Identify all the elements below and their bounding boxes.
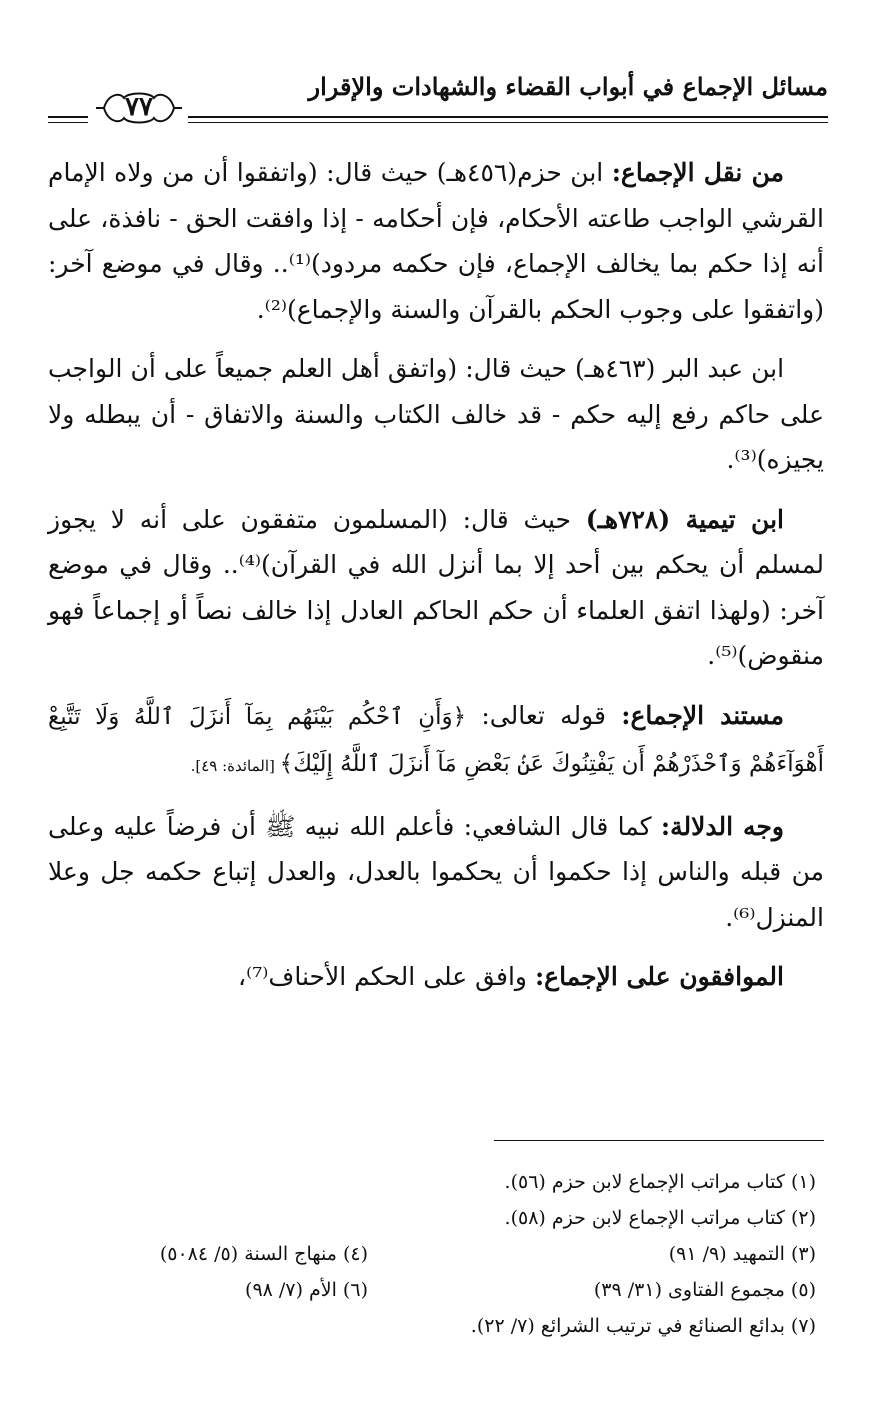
quran-verse: ﴿وَأَنِ ٱحْكُم بَيْنَهُم بِمَآ أَنزَلَ ٱللَّهُ وَلَا تَتَّبِعْ أَهْوَآءَهُمْ وَٱحْذَرْهُمْ أَن يَفْتِنُوكَ عَنۢ بَعْضِ مَآ أَنزَلَ ٱللَّهُ إِلَيْكَ﴾ xyxy=(48,703,824,777)
footnote-3: (٣) التمهيد (٩/ ٩١) xyxy=(668,1243,816,1265)
footnote-6: (٦) الأم (٧/ ٩٨) xyxy=(245,1279,368,1301)
surah-reference: [المائدة: ٤٩]. xyxy=(190,757,280,775)
page-number-ornament xyxy=(94,88,184,128)
footnote-5: (٥) مجموع الفتاوى (٣١/ ٣٩) xyxy=(593,1279,816,1301)
page-header xyxy=(48,70,828,132)
paragraph-text: وافق على الحكم الأحناف⁽⁷⁾، xyxy=(238,962,535,991)
paragraph-consensus-transmitters xyxy=(48,150,824,332)
paragraph-text: ابن عبد البر (٤٦٣هـ) حيث قال: (واتفق أهل العلم جميعاً على أن الواجب على حاكم رفع إليه حكم - قد خالف الكتاب والسنة والاتفاق - أن يبطله ولا يجيزه)⁽³⁾. xyxy=(48,354,824,474)
footnote-1: (١) كتاب مراتب الإجماع لابن حزم (٥٦). xyxy=(504,1171,816,1193)
paragraph-lead: وجه الدلالة: xyxy=(660,811,784,841)
footnotes-column-right xyxy=(376,1164,816,1344)
paragraph-ibn-abd-al-barr xyxy=(48,346,824,483)
footnote-separator xyxy=(494,1140,824,1141)
paragraph-indication xyxy=(48,804,824,941)
header-rule xyxy=(188,116,828,118)
paragraph-ibn-taymiyyah xyxy=(48,497,824,679)
paragraph-text: حيث قال: (المسلمون متفقون على أنه لا يجوز لمسلم أن يحكم بين أحد إلا بما أنزل الله في القرآن)⁽⁴⁾.. وقال في موضع آخر: (ولهذا اتفق العلماء أن حكم الحاكم العادل إذا خالف نصاً أو إجماعاً فهو منقوض)⁽⁵⁾. xyxy=(48,504,825,670)
page-number: ٧٧ xyxy=(125,92,153,122)
header-rule-left xyxy=(48,116,88,118)
paragraph-lead: مستند الإجماع: xyxy=(621,700,785,730)
paragraph-text: قوله تعالى: xyxy=(466,700,622,730)
header-rule-thin xyxy=(188,122,828,123)
paragraph-text: ابن حزم(٤٥٦هـ) حيث قال: (واتفقوا أن من ولاه الإمام القرشي الواجب طاعته الأحكام، فإن أحكامه - إذا وافقت الحق - نافذة، على أنه إذا حكم بما يخالف الإجماع، فإن حكمه مردود)⁽¹⁾.. وقال في موضع آخر: (واتفقوا على وجوب الحكم بالقرآن والسنة والإجماع)⁽²⁾. xyxy=(48,158,825,324)
paragraph-lead: ابن تيمية (٧٢٨هـ) xyxy=(585,504,784,534)
paragraph-lead: الموافقون على الإجماع: xyxy=(534,962,784,991)
main-text xyxy=(48,150,824,1014)
footnote-4: (٤) منهاج السنة (٥/ ٥٠٨٤) xyxy=(159,1243,368,1265)
paragraph-text: كما قال الشافعي: فأعلم الله نبيه ﷺ أن فرضاً عليه وعلى من قبله والناس إذا حكموا أن يحكموا بالعدل، والعدل إتباع حكمه جل وعلا المنزل⁽⁶⁾. xyxy=(48,811,824,932)
footnote-7: (٧) بدائع الصنائع في ترتيب الشرائع (٧/ ٢٢). xyxy=(470,1315,816,1337)
paragraph-agreeing-schools xyxy=(48,954,824,1000)
footnote-2: (٢) كتاب مراتب الإجماع لابن حزم (٥٨). xyxy=(504,1207,816,1229)
paragraph-lead: من نقل الإجماع: xyxy=(611,158,785,187)
footnotes-column-left xyxy=(108,1236,368,1308)
running-title: مسائل الإجماع في أبواب القضاء والشهادات والإقرار xyxy=(308,72,828,101)
header-rule-left-thin xyxy=(48,122,88,123)
paragraph-evidence xyxy=(48,693,824,790)
